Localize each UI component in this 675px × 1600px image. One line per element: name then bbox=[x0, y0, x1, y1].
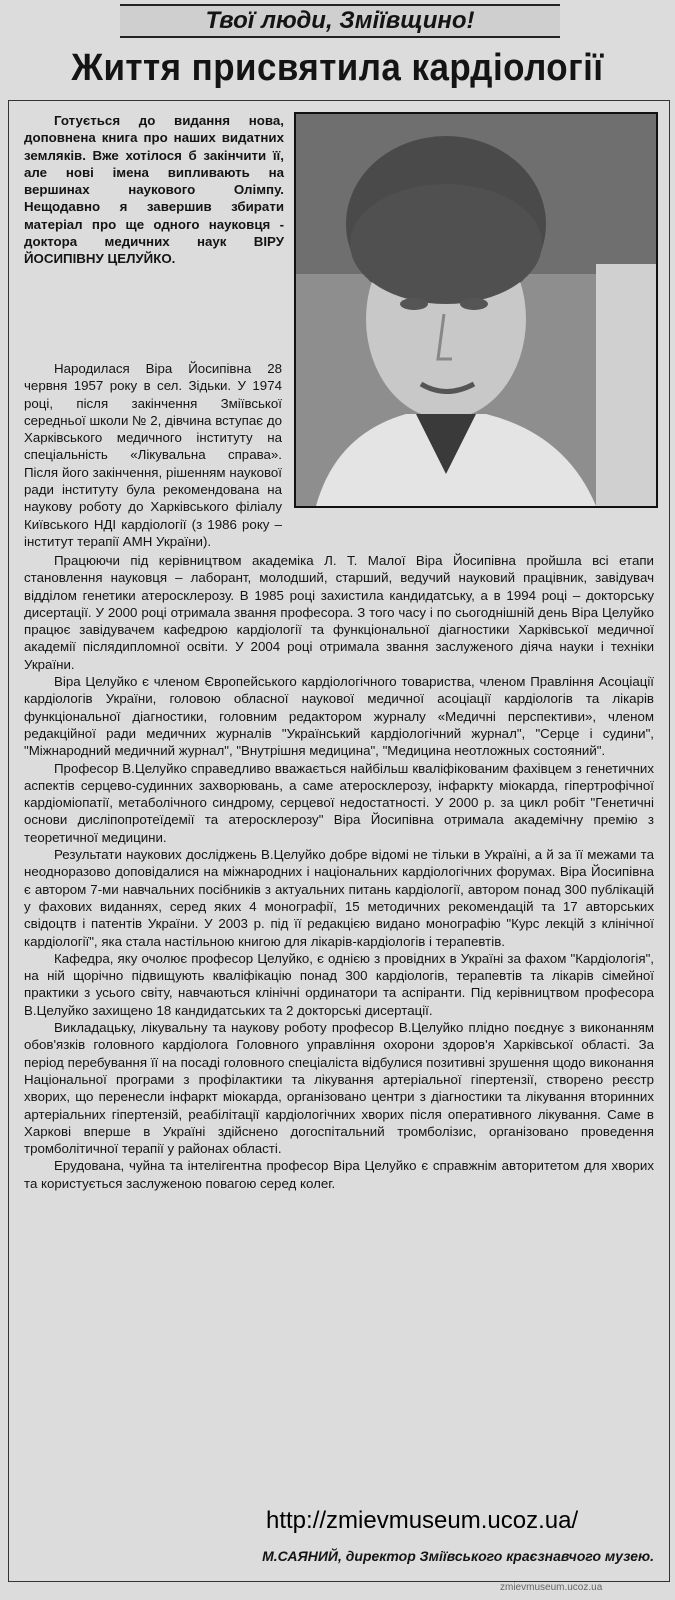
paragraph-7: Викладацьку, лікувальну та наукову роботу професор В.Целуйко плідно поєднує з виконанням обов'язків головного кардіолога Головного управління охорони здоров'я Харківської області. За період перебування її на посаді головного спеціаліста відбулися позитивні зрушення щодо виконання Національної програми з профілактики та лікування артеріальної гіпертензії, створено реєстр хворих, що перенесли інфаркт міокарда, організовано центри з діагностики та лікування вторинних артеріальних гіпертензій, реабілітації кардіологічних хворих після оперативного лікування. Саме в Харкові вперше в Україні здійснено догоспітальний тромболізис, організовано проведення тромболітичної терапії у районах області. bbox=[24, 1020, 654, 1157]
paragraph-6: Кафедра, яку очолює професор Целуйко, є однією з провідних в Україні за фахом "Кардіологія", на ній щорічно підвищують кваліфікацію понад 300 кардіологів, терапевтів та лікарів сімейної практики з усього світу, навчаються клінічні ординатори та аспіранти. Під керівництвом професора В.Целуйко захищено 18 кандидатських та 2 докторські дисертації. bbox=[24, 950, 654, 1018]
footer-url: zmievmuseum.ucoz.ua bbox=[500, 1582, 603, 1593]
article-headline: Життя присвятила кардіології bbox=[71, 47, 604, 89]
full-width-text bbox=[24, 552, 654, 1192]
paragraph-4: Професор В.Целуйко справедливо вважається найбільш кваліфікованим фахівцем з генетичних аспектів серцево-судинних захворювань, а саме атеросклерозу, інфаркту міокарда, гіпертрофічної кардіоміопатії, метаболічного синдрому, серцевої недостатності. У 2000 р. за цикл робіт "Генетичні основи дисліпопротеїдемії та атеросклерозу" Віра Йосипівна отримала академічну премію з теоретичної медицини. bbox=[24, 760, 654, 845]
paragraph-3: Віра Целуйко є членом Європейського кардіологічного товариства, членом Правління Асоціації кардіологів України, головою обласної наукової медичної асоціації кардіологів та лікарів функціональної діагностики, головним редактором журналу «Медичні перспективи», членом редакційної ради медичних журналів "Український кардіологічний журнал", "Серце і судини", "Міжнародний медичний журнал", "Внутрішня медицина", "Медицина неотложных состояний". bbox=[24, 674, 654, 759]
museum-url-link[interactable]: http://zmievmuseum.ucoz.ua/ bbox=[262, 1507, 582, 1535]
narrow-column bbox=[24, 360, 282, 550]
lead-paragraph: Готується до видання нова, доповнена книга про наших видатних земляків. Вже хотілося б закінчити її, але нові імена випливають на вершинах наукового Олімпу. Нещодавно я завершив збирати матеріал про ще одного науковця - доктора медичних наук ВІРУ ЙОСИПІВНУ ЦЕЛУЙКО. bbox=[24, 113, 284, 267]
author-signature: М.САЯНИЙ, директор Зміївського краєзнавчого музею. bbox=[262, 1548, 654, 1564]
paragraph-2: Працюючи під керівництвом академіка Л. Т. Малої Віра Йосипівна пройшла всі етапи становлення науковця – лаборант, молодший, старший, ведучий науковий працівник, завідувач відділом генетики атеросклерозу. В 1985 році захистила кандидатську, а в 1994 році – докторську дисертації. У 2000 році отримала звання професора. З того часу і по сьогоднішній день Віра Целуйко працює завідувачем кафедрою кардіології та функціональної діагностики Харківської медичної академії післядипломної освіти. У 2004 році отримала звання заслуженого діяча науки і техніки України. bbox=[24, 553, 654, 672]
article-lead bbox=[24, 112, 284, 268]
paragraph-8: Ерудована, чуйна та інтелігентна професор Віра Целуйко є справжнім авторитетом для хворих та користується заслуженою повагою серед колег. bbox=[24, 1158, 654, 1191]
section-rubric: Твої люди, Зміївщино! bbox=[120, 4, 560, 38]
portrait-image bbox=[296, 114, 656, 506]
paragraph-1: Народилася Віра Йосипівна 28 червня 1957 року в сел. Зідьки. У 1974 році, після закінчення Зміївської середньої школи № 2, дівчина вступає до Харківського медичного інституту на спеціальність «Лікувальна справа». Після його закінчення, рішенням наукової ради інституту була рекомендована на наукову роботу до Харківського філіалу Київського НДІ кардіології (з 1986 року – інститут терапії АМН України). bbox=[24, 361, 282, 549]
portrait-photo bbox=[294, 112, 658, 508]
paragraph-5: Результати наукових досліджень В.Целуйко добре відомі не тільки в Україні, а й за її межами та неодноразово доповідалися на міжнародних і національних кардіологічних форумах. Віра Йосипівна є автором 7-ми навчальних посібників з актуальних питань кардіології, автором понад 300 публікацій у фахових виданнях, серед яких 4 монографії, 15 методичних рекомендацій та 17 авторських свідоцтв і патентів України. У 2003 р. під її редакцією видано монографію "Курс лекцій з клінічної кардіології", яка стала настільною книгою для лікарів-кардіологів і терапевтів. bbox=[24, 847, 654, 949]
